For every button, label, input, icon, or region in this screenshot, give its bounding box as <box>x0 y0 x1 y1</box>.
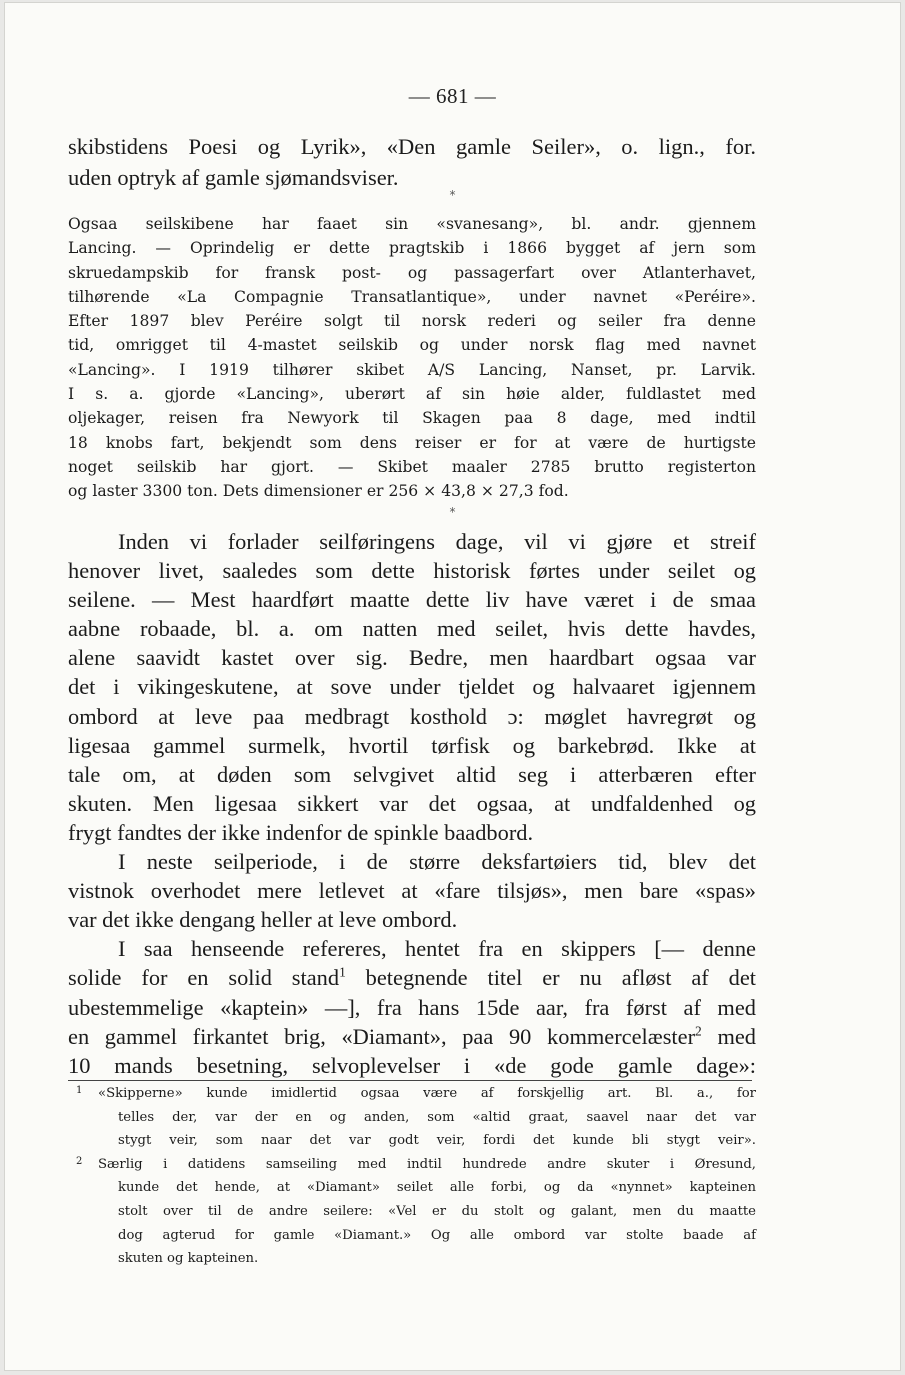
footnote-ref: 1 <box>339 964 346 980</box>
small-print-paragraph <box>68 212 756 504</box>
text-line: skuten. Men ligesaa sikkert var det ogsaa, at undfaldenhed og <box>68 790 756 816</box>
text-line <box>68 1022 756 1051</box>
text-line: alene saavidt kastet over sig. Bedre, men haardbart ogsaa var <box>68 645 756 671</box>
text-line: aabne robaade, bl. a. om natten med seilet, hvis dette havdes, <box>68 616 756 642</box>
text-run: solide for en solid stand <box>68 965 340 991</box>
book-page <box>4 2 901 1371</box>
text-line: I neste seilperiode, i de større deksfartøiers tid, blev det <box>118 849 756 875</box>
text-line: Ogsaa seilskibene har faaet sin «svanesang», bl. andr. gjennem <box>68 215 756 233</box>
text-run: «Skipperne» kunde imidlertid ogsaa være af forskjellig art. Bl. a., for <box>98 1086 756 1101</box>
text-line: var det ikke dengang heller at leve ombord. <box>68 907 458 933</box>
footnote-line: telles der, var der en og anden, som «altid graat, saavel naar det var <box>118 1109 756 1125</box>
intro-paragraph <box>68 131 756 193</box>
section-separator: * <box>449 505 456 519</box>
text-line: 10 mands besetning, selvoplevelser i «de gode gamle dage»: <box>68 1052 756 1078</box>
text-line: noget seilskib har gjort. — Skibet maaler 2785 brutto registerton <box>68 457 756 476</box>
footnote-line: skuten og kapteinen. <box>118 1251 259 1267</box>
text-line: uden optryk af gamle sjømandsviser. <box>68 165 399 190</box>
text-line: tid, omrigget til 4-mastet seilskib og under norsk flag med navnet <box>68 336 756 355</box>
text-line: I saa henseende refereres, hentet fra en skippers [— denne <box>118 936 756 962</box>
footnote-line: kunde det hende, at «Diamant» seilet alle forbi, og da «nynnet» kapteinen <box>118 1180 756 1196</box>
text-line: tale om, at døden som selvgivet altid seg i atterbæren efter <box>68 761 756 787</box>
text-line: skibstidens Poesi og Lyrik», «Den gamle Seiler», o. lign., for. <box>68 134 756 159</box>
text-line: seilene. — Mest haardført maatte dette liv have været i de smaa <box>68 587 756 613</box>
text-line: skruedampskib for fransk post- og passagerfart over Atlanterhavet, <box>68 263 756 282</box>
text-run: en gammel firkantet brig, «Diamant», paa 90 kommercelæster <box>68 1023 696 1049</box>
text-line: vistnok overhodet mere letlevet at «fare tilsjøs», men bare «spas» <box>68 878 756 904</box>
text-line: ligesaa gammel surmelk, hvortil tørfisk og barkebrød. Ikke at <box>68 732 756 758</box>
text-line: ubestemmelige «kaptein» —], fra hans 15de aar, fra først af med <box>68 994 756 1020</box>
section-separator: * <box>449 188 456 202</box>
page-number: — 681 — <box>408 84 497 108</box>
footnote-divider <box>68 1080 752 1081</box>
text-line: 18 knobs fart, bekjendt som dens reiser er for at være de hurtigste <box>68 433 756 452</box>
text-line: Efter 1897 blev Peréire solgt til norsk rederi og seiler fra denne <box>68 312 756 331</box>
text-run: Særlig i datidens samseiling med indtil hundrede andre skuter i Øresund, <box>98 1156 756 1172</box>
text-line: oljekager, reisen fra Newyork til Skagen paa 8 dage, med indtil <box>68 409 756 428</box>
text-line: og laster 3300 ton. Dets dimensioner er 256 × 43,8 × 27,3 fod. <box>68 482 569 501</box>
text-line <box>68 963 756 992</box>
text-line: Lancing. — Oprindelig er dette pragtskib i 1866 bygget af jern som <box>68 239 756 258</box>
main-body <box>68 527 756 1080</box>
footnote-line <box>68 1082 756 1106</box>
text-run: betegnende titel er nu afløst af det <box>345 965 756 991</box>
footnote-mark: 1 <box>76 1085 83 1096</box>
text-run: med <box>701 1023 756 1049</box>
footnote-line <box>68 1153 756 1177</box>
footnote-mark: 2 <box>76 1155 83 1167</box>
text-line: tilhørende «La Compagnie Transatlantique», under navnet «Peréire». <box>68 287 756 306</box>
text-line: det i vikingeskutene, at sove under tjeldet og halvaaret igjennem <box>68 674 756 700</box>
text-line: ombord at leve paa medbragt kosthold ɔ: møglet havregrøt og <box>68 703 756 729</box>
footnote-line: stolt over til de andre seilere: «Vel er du stolt og galant, men du maatte <box>118 1203 756 1219</box>
text-line: I s. a. gjorde «Lancing», uberørt af sin høie alder, fuldlastet med <box>68 385 756 404</box>
text-line: «Lancing». I 1919 tilhører skibet A/S Lancing, Nanset, pr. Larvik. <box>68 360 756 379</box>
footnote-line: dog agterud for gamle «Diamant.» Og alle ombord var stolte baade af <box>118 1227 756 1243</box>
footnotes <box>68 1082 756 1271</box>
text-line: frygt fandtes der ikke indenfor de spinkle baadbord. <box>68 819 534 845</box>
text-line: henover livet, saaledes som dette historisk førtes under seilet og <box>68 558 756 584</box>
footnote-ref: 2 <box>695 1022 702 1038</box>
footnote-line: stygt veir, som naar det var godt veir, fordi det kunde bli stygt veir». <box>118 1133 756 1149</box>
text-line: Inden vi forlader seilføringens dage, vil vi gjøre et streif <box>118 529 756 554</box>
